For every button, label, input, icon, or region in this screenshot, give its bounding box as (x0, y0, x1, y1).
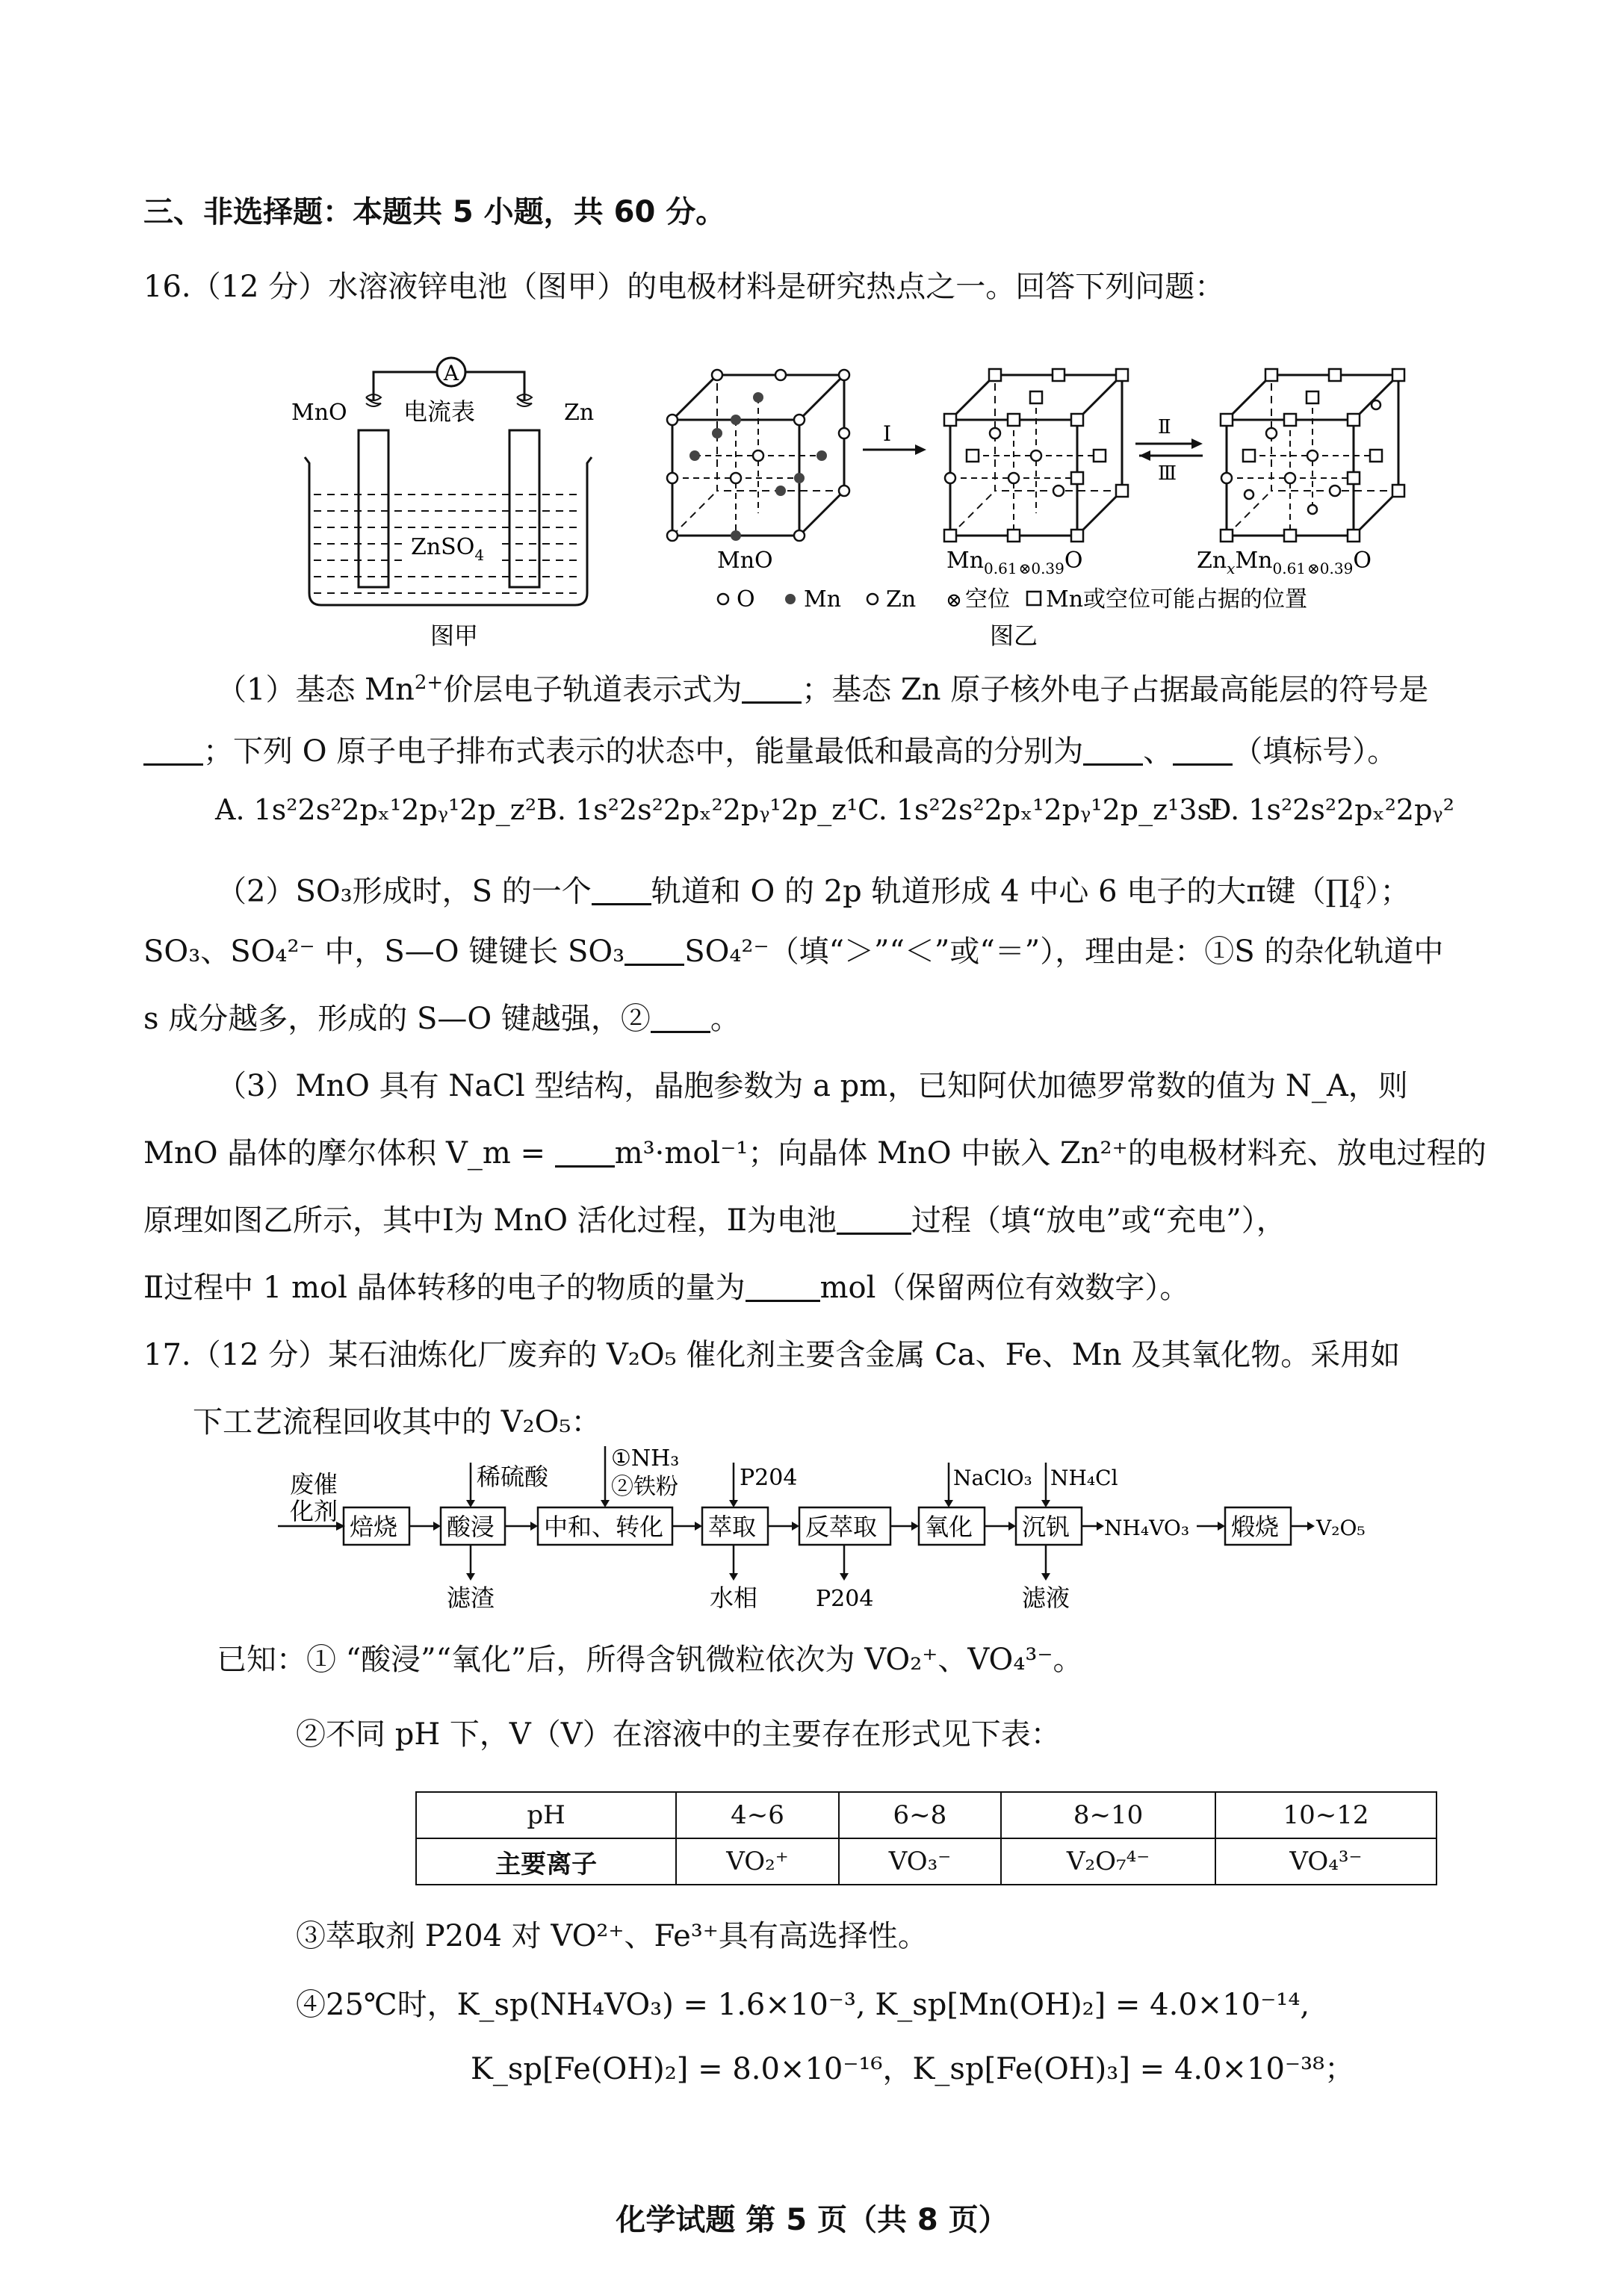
page-footer: 化学试题 第 5 页（共 8 页） (616, 2203, 1008, 2237)
solution-label: ZnSO$_4$ (411, 534, 485, 564)
q16-p3-line4: Ⅱ过程中 1 mol 晶体转移的电子的物质的量为 mol（保留两位有效数字）。 (143, 1271, 1190, 1305)
flow-input-2: 化剂 (290, 1497, 338, 1525)
table-header-cell: pH (416, 1792, 676, 1838)
option-d: D. 1s²2s²2pₓ²2pᵧ² (1209, 793, 1454, 826)
cell2-label: $Mn_{0.61}$ ⊗0.39O (946, 548, 1083, 577)
output-p204: P204 (816, 1586, 874, 1612)
reagent-p204: P204 (740, 1465, 798, 1491)
answer-blank-7 (651, 1004, 710, 1033)
ammeter-symbol: A (443, 361, 459, 385)
answer-blank-1 (742, 675, 802, 704)
beaker (305, 457, 592, 605)
legend (718, 586, 1307, 613)
output-residue: 滤渣 (447, 1584, 495, 1612)
figure-a-caption: 图甲 (430, 621, 479, 650)
answer-blank-9 (837, 1206, 911, 1235)
answer-blank-5 (592, 876, 651, 905)
reagent-naclo3: NaClO₃ (953, 1466, 1032, 1490)
q16-options (215, 790, 1454, 829)
output-filtrate: 滤液 (1022, 1584, 1070, 1612)
flow-box-oxidize: 氧化 (925, 1513, 973, 1541)
right-electrode-label: Zn (564, 400, 595, 426)
table-header-cell: 8~10 (1001, 1792, 1215, 1838)
flow-box-precipitate: 沉钒 (1022, 1513, 1070, 1541)
cell1-label: MnO (717, 548, 773, 574)
figure-battery (291, 345, 605, 651)
q17-known-4a: ④25℃时，K_sp(NH₄VO₃) = 1.6×10⁻³, K_sp[Mn(OH)₂] = 4.0×10⁻¹⁴, (296, 1988, 1310, 2022)
output-aqueous: 水相 (710, 1584, 758, 1612)
svg-text:空位: 空位 (965, 586, 1010, 613)
zn-electrode (509, 430, 539, 587)
option-b: B. 1s²2s²2pₓ²2pᵧ¹2p_z¹ (536, 793, 858, 826)
left-electrode-label: MnO (291, 400, 347, 426)
flow-product: V₂O₅ (1316, 1516, 1366, 1540)
flow-box-calcine: 煅烧 (1231, 1513, 1280, 1541)
reagent-fe: ②铁粉 (611, 1474, 678, 1500)
q17-known-2: ②不同 pH 下，V（Ⅴ）在溶液中的主要存在形式见下表： (296, 1717, 1061, 1752)
option-c: C. 1s²2s²2pₓ¹2pᵧ¹2p_z¹3s¹ (858, 793, 1224, 826)
option-a: A. 1s²2s²2pₓ¹2pᵧ¹2p_z² (215, 793, 537, 826)
answer-blank-4 (1173, 737, 1233, 766)
ammeter-label: 电流表 (403, 397, 476, 426)
answer-blank-8 (555, 1138, 615, 1168)
reagent-acid: 稀硫酸 (477, 1463, 549, 1491)
q16-p1-line2: ；下列 O 原子电子排布式表示的状态中，能量最低和最高的分别为 、 （填标号）。 (143, 732, 1397, 771)
q16-p3-line1: （3）MnO 具有 NaCl 型结构，晶胞参数为 a pm，已知阿伏加德罗常数的值为 N_A，则 (217, 1069, 1408, 1103)
q17-known-1: 已知：① “酸浸”“氧化”后，所得含钒微粒依次为 VO₂⁺、VO₄³⁻。 (217, 1643, 1083, 1677)
flow-box-acid-leach: 酸浸 (447, 1513, 495, 1541)
reagent-nh3: ①NH₃ (611, 1445, 680, 1472)
table-cell: VO₄³⁻ (1215, 1838, 1437, 1885)
table-cell: 主要离子 (416, 1838, 676, 1885)
q16-stem: 16.（12 分）水溶液锌电池（图甲）的电极材料是研究热点之一。回答下列问题： (143, 270, 1225, 304)
table-cell: V₂O₇⁴⁻ (1001, 1838, 1215, 1885)
flow-box-back-extract: 反萃取 (805, 1513, 878, 1541)
svg-text:Mn: Mn (804, 586, 842, 613)
mno-electrode (359, 430, 388, 587)
section-title: 三、非选择题：本题共 5 小题，共 60 分。 (143, 195, 726, 229)
flow-intermediate: NH₄VO₃ (1104, 1516, 1190, 1540)
answer-blank-3 (1083, 737, 1143, 766)
q16-p2-line3: s 成分越多，形成的 S—O 键越强，② 。 (143, 1002, 740, 1036)
reagent-nh4cl: NH₄Cl (1050, 1466, 1118, 1490)
svg-text:O: O (737, 586, 755, 613)
step-1-label: I (883, 421, 892, 446)
table-header-cell: 4~6 (676, 1792, 838, 1838)
q16-p1-line1: （1）基态 $Mn^{2+}$价层电子轨道表示式为 ；基态 Zn 原子核外电子占据最高能层的符号是 (217, 672, 1429, 707)
flow-box-neutralize: 中和、转化 (544, 1513, 664, 1541)
svg-text:⊗: ⊗ (946, 589, 962, 612)
step-2-label: Ⅱ (1158, 416, 1171, 438)
q16-p2-line1: （2）SO₃形成时，S 的一个 轨道和 O 的 2p 轨道形成 4 中心 6 电子的大π键$(\prod_4^6)$； (217, 873, 1410, 914)
flow-box-extract: 萃取 (708, 1513, 757, 1541)
svg-text:Mn或空位可能占据的位置: Mn或空位可能占据的位置 (1046, 586, 1308, 613)
svg-text:Zn: Zn (886, 586, 917, 613)
q16-p3-line3: 原理如图乙所示，其中Ⅰ为 MnO 活化过程，Ⅱ为电池 过程（填“放电”或“充电”）， (143, 1203, 1286, 1238)
cell3-label: $Zn_xMn_{0.61}$ ⊗0.39O (1197, 548, 1372, 577)
flow-input-1: 废催 (290, 1470, 338, 1498)
step-3-label: Ⅲ (1158, 462, 1177, 485)
answer-blank-2 (143, 737, 203, 766)
table-header-cell: 6~8 (839, 1792, 1001, 1838)
table-header-cell: 10~12 (1215, 1792, 1437, 1838)
q17-known-4b: K_sp[Fe(OH)₂] = 8.0×10⁻¹⁶，K_sp[Fe(OH)₃] = 4.0×10⁻³⁸； (471, 2052, 1355, 2086)
process-flowchart (276, 1433, 1366, 1634)
figure-b-caption: 图乙 (990, 621, 1038, 650)
q17-stem-line1: 17.（12 分）某石油炼化厂废弃的 V₂O₅ 催化剂主要含金属 Ca、Fe、Mn 及其氧化物。采用如 (143, 1338, 1401, 1372)
figure-crystal (642, 345, 1427, 659)
table-row (416, 1838, 1437, 1885)
answer-blank-6 (625, 937, 684, 966)
table-cell: VO₃⁻ (839, 1838, 1001, 1885)
q16-p2-line2: SO₃、SO₄²⁻ 中，S—O 键键长 SO₃ SO₄²⁻（填“＞”“＜”或“＝”），理由是：①S 的杂化轨道中 (143, 934, 1444, 969)
q17-known-3: ③萃取剂 P204 对 VO²⁺、Fe³⁺具有高选择性。 (296, 1919, 928, 1953)
flow-box-roast: 焙烧 (350, 1513, 398, 1541)
table-cell: VO₂⁺ (676, 1838, 838, 1885)
table-header-row (416, 1792, 1437, 1838)
q16-p3-line2: MnO 晶体的摩尔体积 V_m = m³·mol⁻¹；向晶体 MnO 中嵌入 Zn²⁺的电极材料充、放电过程的 (143, 1136, 1487, 1171)
q17-stem-line2: 下工艺流程回收其中的 V₂O₅： (193, 1405, 601, 1439)
species-table (415, 1791, 1437, 1885)
answer-blank-10 (746, 1273, 820, 1302)
